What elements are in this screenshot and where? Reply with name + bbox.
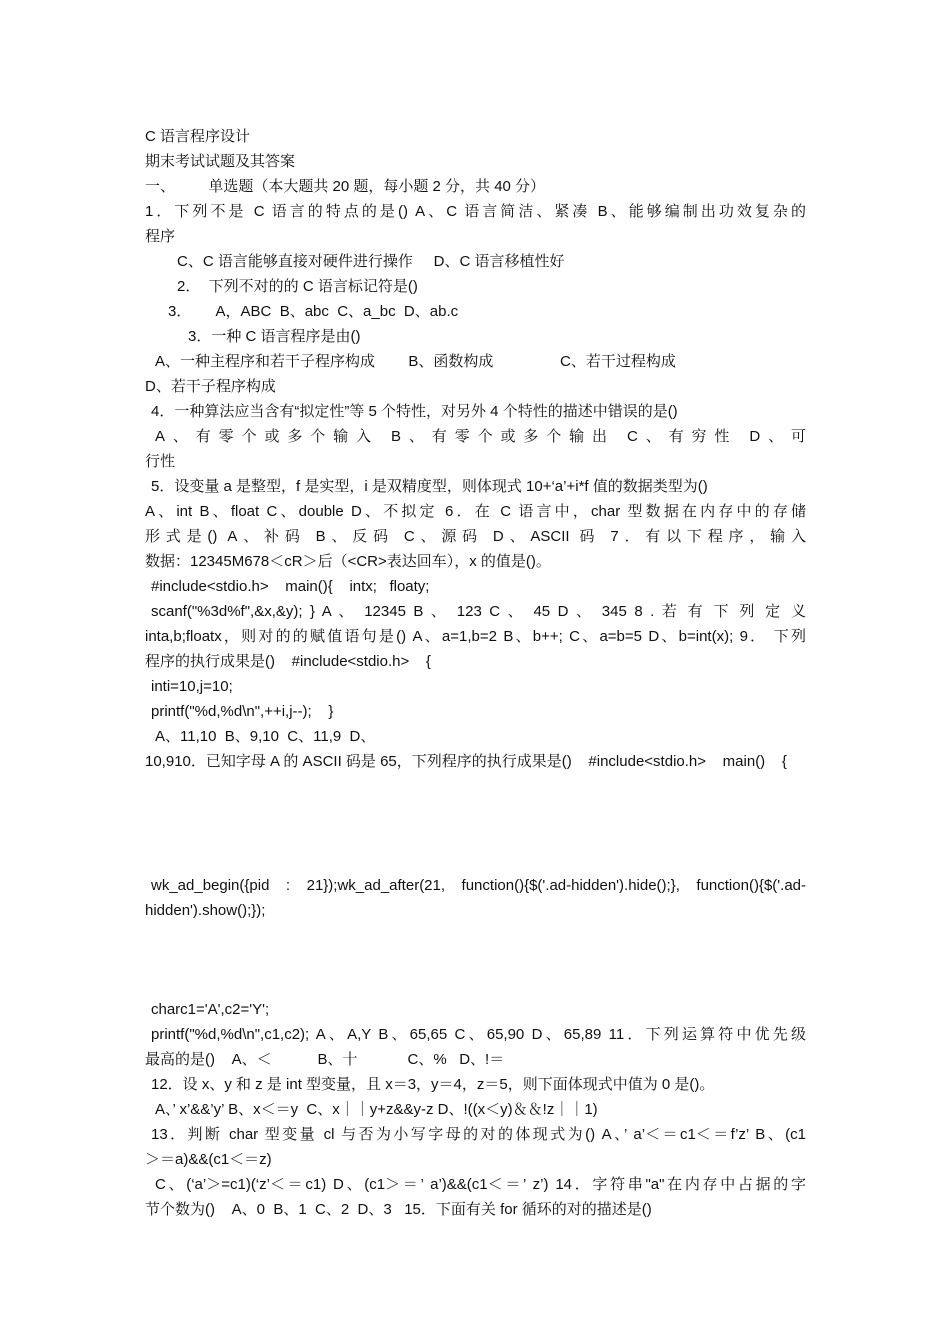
question-5: 5．设变量 a 是整型，f 是实型，i 是双精度型，则体现式 10+‘a’+i*f 值的数据类型为() [151,478,708,495]
script-text-line-1: wk_ad_begin({pid : 21});wk_ad_after(21, function(){$('.ad-hidden').hide();}, function(){$('.ad- [151,877,806,894]
question-1-cont: 程序 [145,228,176,245]
question-5-6-line: A、int B、float C、double D、不拟定 6．在 C 语言中，char 型数据在内存中的存储 [145,503,806,520]
question-13: 13．判断 char 型变量 cl 与否为小写字母的对的体现式为() A、’ a’＜＝c1＜＝f’z’ B、(c1 [151,1126,806,1143]
question-1: 1．下列不是 C 语言的特点的是() A、C 语言简洁、紧凑 B、能够编制出功效复杂的 [145,203,806,220]
code-line-3: inti=10,j=10; [151,678,233,695]
code-line-2: scanf("%3d%f",&x,&y); } A 、 12345 B 、 123 C 、 45 D 、 345 8 . 若 有 下 列 定 义 [151,603,806,620]
question-12: 12．设 x、y 和 z 是 int 型变量，且 x＝3，y＝4，z＝5，则下面体现式中值为 0 是()。 [151,1076,715,1093]
question-9-options: A、11,10 B、9,10 C、11,9 D、 [155,728,376,745]
question-4-options: A、有零个或多个输入 B、有零个或多个输出 C、有穷性 D、可 [155,428,806,445]
section-heading: 一、 单选题（本大题共 20 题，每小题 2 分，共 40 分） [145,178,546,195]
question-2-options: 3． A，ABC B、abc C、a_bc D、ab.c [168,303,459,320]
question-12-options: A、’ x’&&’y’ B、x＜＝y C、x｜｜y+z&&y-z D、!((x＜y)＆＆!z｜｜1) [155,1101,598,1118]
question-9-cont: 程序的执行成果是() #include<stdio.h> { [145,653,431,670]
code-line-6: printf("%d,%d\n",c1,c2); A、A,Y B、65,65 C、65,90 D、65,89 11．下列运算符中优先级 [151,1026,806,1043]
code-line-1: #include<stdio.h> main(){ intx; floaty; [151,578,430,595]
question-6-7-line: 形式是() A、补码 B、反码 C、源码 D、ASCII 码 7．有以下程序，输入 [145,528,806,545]
question-4: 4．一种算法应当含有“拟定性”等 5 个特性，对另外 4 个特性的描述中错误的是() [151,403,678,420]
question-14-15-line: 节个数为() A、0 B、1 C、2 D、3 15．下面有关 for 循环的对的描述是() [145,1201,652,1218]
question-2: 2． 下列不对的的 C 语言标记符是() [177,278,418,295]
question-10: 10,910．已知字母 A 的 ASCII 码是 65，下列程序的执行成果是() #include<stdio.h> main() { [145,753,787,770]
question-3-options-cont: D、若干子程序构成 [145,378,276,395]
question-8-9-line: inta,b;floatx，则对的的赋值语句是() A、a=1,b=2 B、b++; C、a=b=5 D、b=int(x); 9． 下列 [145,628,806,645]
code-line-4: printf("%d,%d\n",++i,j--); } [151,703,334,720]
question-13-14-line: C、(‘a’＞=c1)(‘z’＜＝c1) D、(c1＞＝’ a’)&&(c1＜＝’ z’) 14．字符串"a"在内存中占据的字 [155,1176,806,1193]
question-3: 3．一种 C 语言程序是由() [188,328,361,345]
question-1-options: C、C 语言能够直接对硬件进行操作 D、C 语言移植性好 [177,253,565,270]
question-13-cont: ＞＝a)&&(c1＜＝z) [145,1151,272,1168]
code-line-5: charc1='A',c2='Y'; [151,1001,270,1018]
question-11-cont: 最高的是() A、＜ B、十 C、% D、!＝ [145,1051,505,1068]
doc-subtitle: 期末考试试题及其答案 [145,153,296,170]
doc-title: C 语言程序设计 [145,128,251,145]
question-7-cont: 数据：12345M678＜cR＞后（<CR>表达回车），x 的值是()。 [145,553,551,570]
script-text-line-2: hidden').show();}); [145,902,266,919]
question-3-options: A、一种主程序和若干子程序构成 B、函数构成 C、若干过程构成 [155,353,676,370]
question-4-options-cont: 行性 [145,453,176,470]
